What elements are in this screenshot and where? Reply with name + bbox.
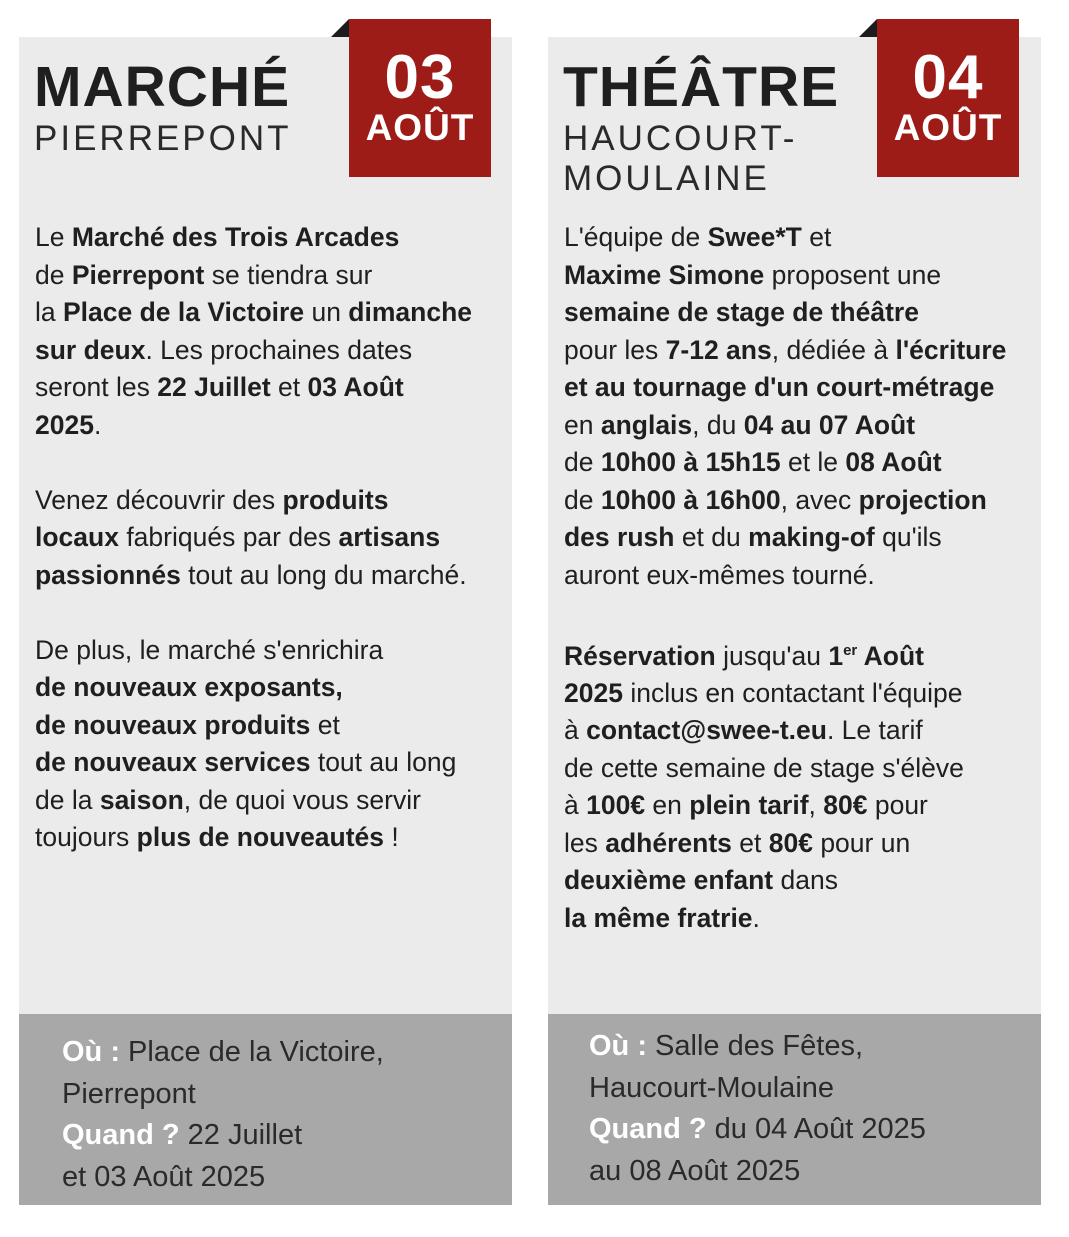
bold-text: 03 Août <box>307 372 404 402</box>
where-label: Où : <box>589 1030 647 1062</box>
when-line-1 <box>62 1115 512 1157</box>
bold-text: semaine de stage de théâtre <box>564 297 919 327</box>
date-day: 04 <box>912 43 984 112</box>
where-value: Salle des Fêtes, <box>647 1030 863 1062</box>
where-line-1 <box>589 1026 1041 1068</box>
bold-text: Août <box>857 640 924 671</box>
bold-text: Place de la Victoire <box>63 297 305 327</box>
event-title: THÉÂTRE <box>563 55 840 119</box>
where-line-2: Haucourt-Moulaine <box>589 1071 835 1104</box>
bold-text: Pierrepont <box>71 259 205 290</box>
event-card-marche <box>19 37 512 1205</box>
bold-text: 10h00 à 16h00 <box>600 484 781 515</box>
bold-text: 2025 <box>35 409 94 440</box>
paragraph: Réservation jusqu'au 1er Août 2025 inclus en contactant l'équipe à contact@swee-t.eu. Le tarif de cette semaine de stage s'élève à 100€ en plein tarif, 80€ pour les adhérents et 80€ pour un deuxième enfant dans la même fratrie. <box>564 640 964 933</box>
bold-text: Marché des Trois Arcades <box>71 222 400 252</box>
bold-text: Swee*T <box>707 222 802 252</box>
bold-text: de nouveaux exposants, <box>35 672 343 702</box>
event-title: MARCHÉ <box>34 55 291 119</box>
bold-text: saison <box>99 784 184 815</box>
bold-text: contact@swee-t.eu <box>586 715 827 746</box>
bold-text: locaux <box>35 522 119 552</box>
bold-text: passionnés <box>35 559 181 590</box>
bold-text: making-of <box>748 522 875 552</box>
bold-text: l'écriture <box>895 334 1007 365</box>
bold-text: adhérents <box>605 827 732 858</box>
event-description <box>35 219 505 894</box>
date-month: AOÛT <box>893 107 1003 148</box>
event-location: HAUCOURT-MOULAINE <box>563 119 798 198</box>
bold-text: 80€ <box>823 790 868 821</box>
bold-text: 10h00 à 15h15 <box>600 447 781 477</box>
bold-text: sur deux <box>35 334 146 365</box>
bold-text: projection <box>858 484 987 515</box>
when-label: Quand ? <box>589 1113 707 1145</box>
bold-text: 22 Juillet <box>157 372 271 402</box>
bold-text: Réservation <box>564 640 716 671</box>
bold-text: 100€ <box>586 790 646 821</box>
bold-text: 7-12 ans <box>665 334 772 365</box>
date-badge <box>877 19 1019 177</box>
where-label: Où : <box>62 1036 120 1068</box>
paragraph: Venez découvrir des produits locaux fabriqués par des artisans passionnés tout au long du marché. <box>35 484 467 590</box>
bold-text: Maxime Simone <box>564 259 765 290</box>
event-location: PIERREPONT <box>34 119 292 158</box>
bold-text: 04 au 07 Août <box>743 409 916 440</box>
event-card-theatre <box>548 37 1041 1205</box>
bold-text: deuxième enfant <box>564 865 774 896</box>
bold-text: 1 <box>828 640 844 671</box>
badge-fold <box>859 19 877 37</box>
bold-text: la même fratrie <box>564 902 753 933</box>
paragraph: De plus, le marché s'enrichira de nouveaux exposants, de nouveaux produits et de nouveaux services tout au long de la saison, de quoi vous servir toujours plus de nouveautés ! <box>35 634 457 852</box>
bold-text: des rush <box>564 522 675 552</box>
bold-text: plein tarif <box>689 790 809 821</box>
event-description <box>564 219 1034 975</box>
when-value: du 04 Août 2025 <box>706 1113 926 1145</box>
event-info-panel <box>548 1014 1041 1205</box>
date-badge <box>349 19 491 177</box>
bold-text: 08 Août <box>845 447 942 477</box>
bold-text: et au tournage d'un court-métrage <box>564 372 995 402</box>
bold-text: artisans <box>338 522 441 552</box>
where-value: Place de la Victoire, <box>120 1036 384 1068</box>
when-line-2: au 08 Août 2025 <box>589 1154 801 1187</box>
when-value: 22 Juillet <box>179 1119 303 1151</box>
event-info-panel <box>19 1014 512 1205</box>
where-line-2: Pierrepont <box>62 1077 196 1110</box>
paragraph: Le Marché des Trois Arcades de Pierrepont se tiendra sur la Place de la Victoire un dimanche sur deux. Les prochaines dates seront les 22 Juillet et 03 Août 2025. <box>35 222 472 440</box>
bold-text: dimanche <box>348 297 472 327</box>
bold-text: 80€ <box>768 827 813 858</box>
bold-text: plus de nouveautés <box>136 822 385 852</box>
when-line-2: et 03 Août 2025 <box>62 1160 266 1193</box>
bold-text: de nouveaux produits <box>35 709 311 740</box>
bold-text: produits <box>282 484 389 515</box>
when-label: Quand ? <box>62 1119 180 1151</box>
bold-text: anglais <box>600 409 693 440</box>
bold-text: 2025 <box>564 677 623 708</box>
date-day: 03 <box>384 43 456 112</box>
badge-fold <box>331 19 349 37</box>
paragraph: L'équipe de Swee*T et Maxime Simone proposent une semaine de stage de théâtre pour les 7-12 ans, dédiée à l'écriture et au tournage d'un court-métrage en anglais, du 04 au 07 Août de 10h00 à 15h15 et le 08 Août de 10h00 à 16h00, avec projection des rush et du making-of qu'ils auront eux-mêmes tourné. <box>564 222 1007 590</box>
where-line-1 <box>62 1032 512 1074</box>
when-line-1 <box>589 1109 1041 1151</box>
bold-text: de nouveaux services <box>35 747 311 777</box>
superscript: er <box>843 641 858 659</box>
date-month: AOÛT <box>365 107 475 148</box>
